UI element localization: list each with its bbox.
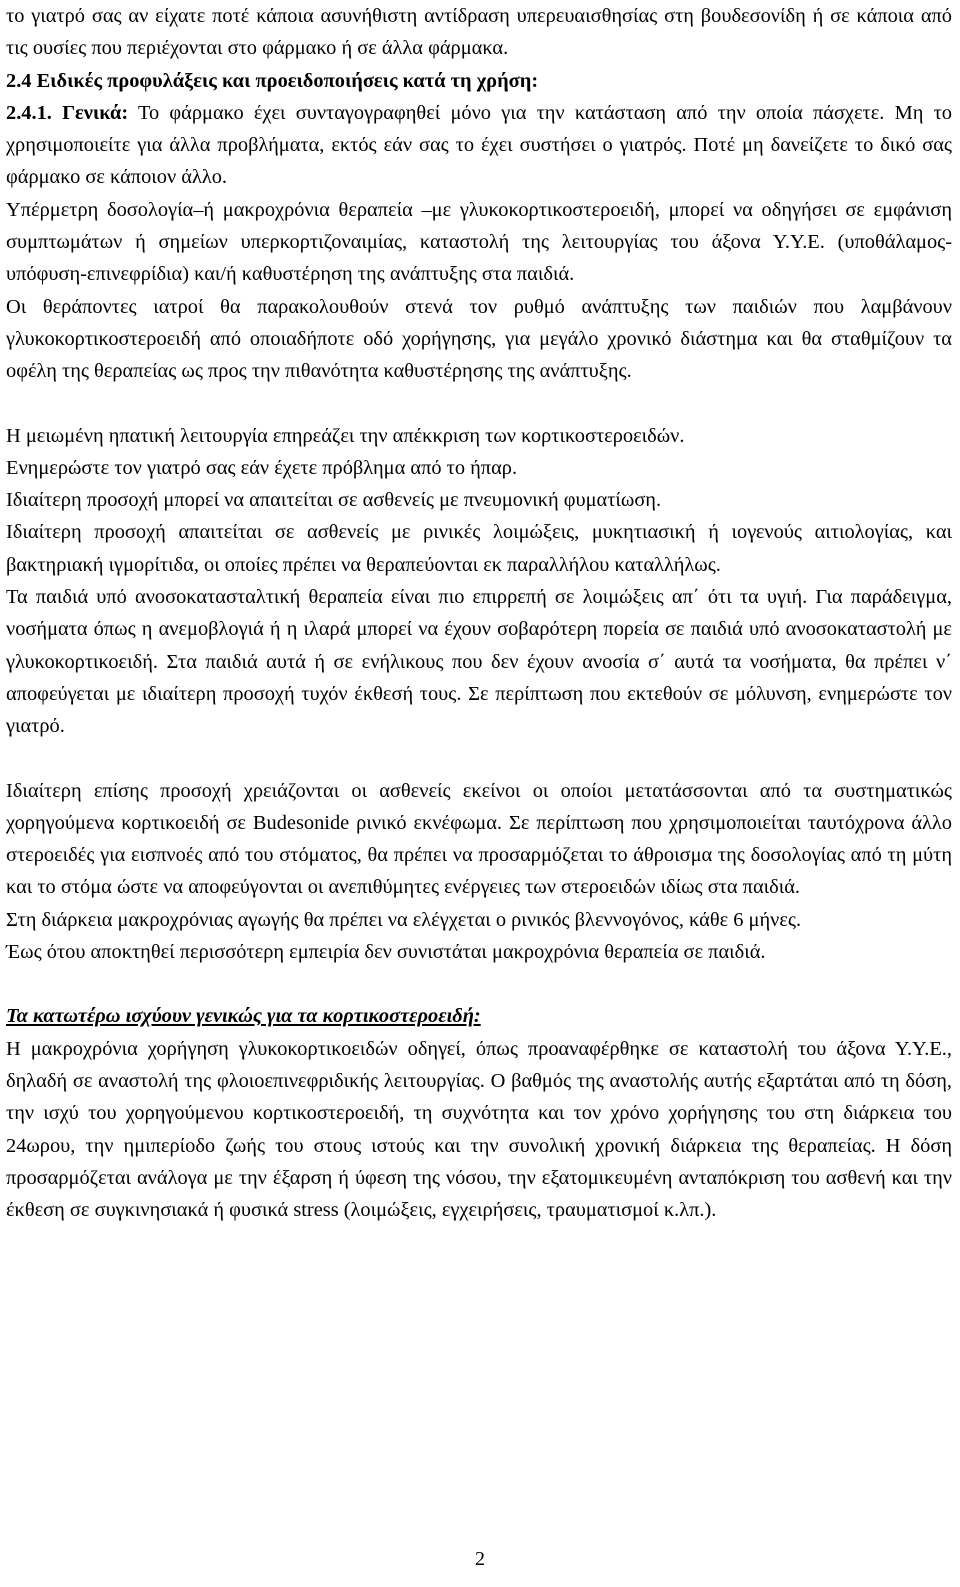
paragraph-liver-1: Η μειωμένη ηπατική λειτουργία επηρεάζει την απέκκριση των κορτικοστεροειδών. xyxy=(6,424,685,447)
paragraph-systemic: Ιδιαίτερη επίσης προσοχή χρειάζονται οι ασθενείς εκείνοι οι οποίοι μετατάσσονται από τα συστηματικώς χορηγούμενα κορτικοειδή σε Budesonide ρινικό εκνέφωμα. Σε περίπτωση που χρησιμοποιείται ταυτόχρονα άλλο στεροειδές για εισπνοές από του στόματος, θα πρέπει να προσαρμόζεται το άθροισμα της δοσολογίας από τη μύτη και το στόμα ώστε να αποφεύγονται οι ανεπιθύμητες ενέργειες των στεροειδών ιδίως στα παιδιά. xyxy=(6,779,952,899)
paragraph-gap xyxy=(6,968,952,1000)
paragraph-gap xyxy=(6,743,952,775)
general-label: 2.4.1. Γενικά: xyxy=(6,101,129,124)
page-number: 2 xyxy=(475,1548,485,1570)
paragraph-overdose: Υπέρμετρη δοσολογία–ή μακροχρόνια θεραπεία –με γλυκοκορτικοστεροειδή, μπορεί να οδηγήσει σε εμφάνιση συμπτωμάτων ή σημείων υπερκορτιζοναιμίας, καταστολή της λειτουργίας του άξονα Υ.Υ.Ε. (υποθάλαμος-υπόφυση-επινεφρίδια) και/ή καθυστέρηση της ανάπτυξης στα παιδιά. xyxy=(6,198,952,286)
paragraph-general xyxy=(6,97,952,194)
paragraph-liver-2: Ενημερώστε τον γιατρό σας εάν έχετε πρόβλημα από το ήπαρ. xyxy=(6,456,518,479)
paragraph-intro: το γιατρό σας αν είχατε ποτέ κάποια ασυνήθιστη αντίδραση υπερευαισθησίας στη βουδεσονίδη ή σε κάποια από τις ουσίες που περιέχονται στο φάρμακο ή σε άλλα φάρμακα. xyxy=(6,5,952,60)
paragraph-infections: Ιδιαίτερη προσοχή απαιτείται σε ασθενείς με ρινικές λοιμώξεις, μυκητιασική ή ιογενούς αιτιολογίας, και βακτηριακή ιγμορίτιδα, οι οποίες πρέπει να θεραπεύονται εκ παραλλήλου καταλλήλως. xyxy=(6,521,952,576)
paragraph-growth: Οι θεράποντες ιατροί θα παρακολουθούν στενά τον ρυθμό ανάπτυξης των παιδιών που λαμβάνουν γλυκοκορτικοστεροειδή από οποιαδήποτε οδό χορήγησης, για μεγάλο χρονικό διάστημα και θα σταθμίζουν τα οφέλη της θεραπείας ως προς την πιθανότητα καθυστέρησης της ανάπτυξης. xyxy=(6,295,952,383)
paragraph-longterm: Η μακροχρόνια χορήγηση γλυκοκορτικοειδών οδηγεί, όπως προαναφέρθηκε σε καταστολή του άξονα Υ.Υ.Ε., δηλαδή σε αναστολή της φλοιοεπινεφριδικής λειτουργίας. Ο βαθμός της αναστολής αυτής εξαρτάται από τη δόση, την ισχύ του χορηγούμενου κορτικοστεροειδή, τη συχνότητα και τον χρόνο χορήγησης του στη διάρκεια του 24ωρου, την ημιπερίοδο ζωής του στους ιστούς και την συνολική χρονική διάρκεια της θεραπείας. Η δόση προσαρμόζεται ανάλογα με την έξαρση ή ύφεση της νόσου, την εξατομικευμένη ανταπόκριση του ασθενή και την έκθεση σε συγκινησιακά ή φυσικά stress (λοιμώξεις, εγχειρήσεις, τραυματισμοί κ.λπ.). xyxy=(6,1037,952,1222)
paragraph-children: Τα παιδιά υπό ανοσοκατασταλτική θεραπεία είναι πιο επιρρεπή σε λοιμώξεις απ΄ ότι τα υγιή. Για παράδειγμα, νοσήματα όπως η ανεμοβλογιά ή η ιλαρά μπορεί να έχουν σοβαρότερη πορεία σε παιδιά υπό ανοσοκαταστολή με γλυκοκορτικοειδή. Στα παιδιά αυτά ή σε ενήλικους που δεν έχουν ανοσία σ΄ αυτά τα νοσήματα, θα πρέπει ν΄ αποφεύγεται με ιδιαίτερη προσοχή τυχόν έκθεσή τους. Σε περίπτωση που εκτεθούν σε μόλυνση, ενημερώστε τον γιατρό. xyxy=(6,586,952,738)
paragraph-mucosa: Στη διάρκεια μακροχρόνιας αγωγής θα πρέπει να ελέγχεται ο ρινικός βλεννογόνος, κάθε 6 μήνες. xyxy=(6,908,802,931)
paragraph-tb: Ιδιαίτερη προσοχή μπορεί να απαιτείται σε ασθενείς με πνευμονική φυματίωση. xyxy=(6,489,662,512)
paragraph-experience: Έως ότου αποκτηθεί περισσότερη εμπειρία δεν συνιστάται μακροχρόνια θεραπεία σε παιδιά. xyxy=(6,941,766,964)
general-corticosteroids-title: Τα κατωτέρω ισχύουν γενικώς για τα κορτικοστεροειδή: xyxy=(6,1005,481,1028)
general-text: Το φάρμακο έχει συνταγογραφηθεί μόνο για την κατάσταση από την οποία πάσχετε. Μη το χρησιμοποιείτε για άλλα προβλήματα, εκτός εάν σας το έχει συστήσει ο γιατρός. Ποτέ μη δανείζετε το δικό σας φάρμακο σε κάποιον άλλο. xyxy=(6,101,952,189)
section-heading: 2.4 Ειδικές προφυλάξεις και προειδοποιήσεις κατά τη χρήση: xyxy=(6,69,539,92)
paragraph-gap xyxy=(6,388,952,420)
